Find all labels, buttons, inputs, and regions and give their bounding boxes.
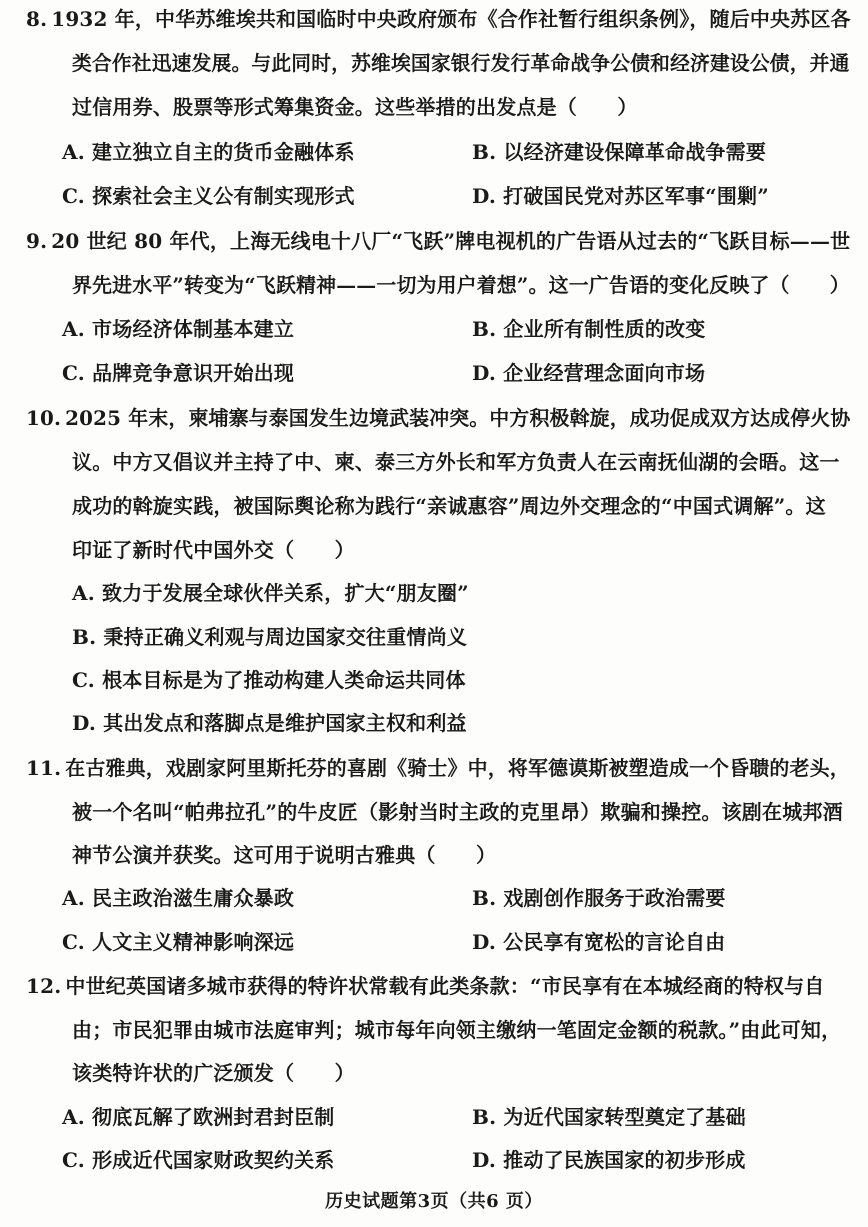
question-10-option-b: B. 秉持正确义利观与周边国家交往重情尚义 — [72, 625, 468, 649]
question-12-stem-line-3: 该类特许状的广泛颁发（ ） — [72, 1061, 355, 1085]
question-12-option-c: C. 形成近代国家财政契约关系 — [62, 1148, 335, 1172]
question-12-stem-line-1: 12. 中世纪英国诸多城市获得的特许状常载有此类条款：“市民享有在本城经商的特权与自 — [26, 974, 825, 998]
question-10-option-c: C. 根本目标是为了推动构建人类命运共同体 — [72, 668, 466, 692]
question-8-option-a: A. 建立独立自主的货币金融体系 — [62, 140, 355, 164]
question-number: 10. — [26, 406, 62, 430]
question-10-stem-line-4: 印证了新时代中国外交（ ） — [72, 538, 355, 562]
page-footer: 历史试题第3页（共6 页） — [325, 1191, 543, 1212]
question-10-stem-line-1: 10. 2025 年末，柬埔寨与泰国发生边境武装冲突。中方积极斡旋，成功促成双方达成停火协 — [26, 406, 851, 430]
question-number: 8. — [26, 7, 48, 31]
question-11-option-b: B. 戏剧创作服务于政治需要 — [472, 886, 726, 910]
question-9-option-a: A. 市场经济体制基本建立 — [62, 317, 295, 341]
question-9-option-b: B. 企业所有制性质的改变 — [472, 317, 706, 341]
question-number: 11. — [26, 756, 62, 780]
question-11-stem-line-1: 11. 在古雅典，戏剧家阿里斯托芬的喜剧《骑士》中，将军德谟斯被塑造成一个昏聩的老头， — [26, 756, 850, 780]
question-8-stem-line-3: 过信用券、股票等形式筹集资金。这些举措的出发点是（ ） — [72, 95, 638, 119]
question-8-option-b: B. 以经济建设保障革命战争需要 — [472, 140, 767, 164]
question-11-stem-line-3: 神节公演并获奖。这可用于说明古雅典（ ） — [72, 843, 497, 867]
question-11-option-d: D. 公民享有宽松的言论自由 — [472, 930, 726, 954]
question-number: 12. — [26, 974, 62, 998]
question-12-option-b: B. 为近代国家转型奠定了基础 — [472, 1105, 746, 1129]
question-12-stem-line-2: 由；市民犯罪由城市法庭审判；城市每年向领主缴纳一笔固定金额的税款。”由此可知， — [72, 1018, 842, 1042]
question-12-option-a: A. 彻底瓦解了欧洲封君封臣制 — [62, 1105, 335, 1129]
question-8-option-c: C. 探索社会主义公有制实现形式 — [62, 184, 355, 208]
question-8-option-d: D. 打破国民党对苏区军事“围剿” — [472, 184, 769, 208]
question-12-option-d: D. 推动了民族国家的初步形成 — [472, 1148, 746, 1172]
question-number: 9. — [26, 229, 48, 253]
question-9-option-d: D. 企业经营理念面向市场 — [472, 361, 706, 385]
question-10-stem-line-2: 议。中方又倡议并主持了中、柬、泰三方外长和军方负责人在云南抚仙湖的会晤。这一 — [72, 450, 840, 474]
question-10-option-d: D. 其出发点和落脚点是维护国家主权和利益 — [72, 711, 467, 735]
question-11-option-c: C. 人文主义精神影响深远 — [62, 930, 295, 954]
question-8-stem-line-2: 类合作社迅速发展。与此同时，苏维埃国家银行发行革命战争公债和经济建设公债，并通 — [72, 51, 850, 75]
question-9-stem-line-1: 9. 20 世纪 80 年代，上海无线电十八厂“飞跃”牌电视机的广告语从过去的“飞跃目标——世 — [26, 229, 851, 253]
question-9-option-c: C. 品牌竞争意识开始出现 — [62, 361, 295, 385]
question-11-option-a: A. 民主政治滋生庸众暴政 — [62, 886, 295, 910]
question-11-stem-line-2: 被一个名叫“帕弗拉孔”的牛皮匠（影射当时主政的克里昂）欺骗和操控。该剧在城邦酒 — [72, 800, 843, 824]
question-10-option-a: A. 致力于发展全球伙伴关系，扩大“朋友圈” — [72, 581, 469, 605]
question-8-stem-line-1: 8. 1932 年，中华苏维埃共和国临时中央政府颁布《合作社暂行组织条例》，随后中央苏区各 — [26, 7, 851, 31]
question-9-stem-line-2: 界先进水平”转变为“飞跃精神——一切为用户着想”。这一广告语的变化反映了（ ） — [72, 273, 850, 297]
question-10-stem-line-3: 成功的斡旋实践，被国际舆论称为践行“亲诚惠容”周边外交理念的“中国式调解”。这 — [72, 494, 826, 518]
